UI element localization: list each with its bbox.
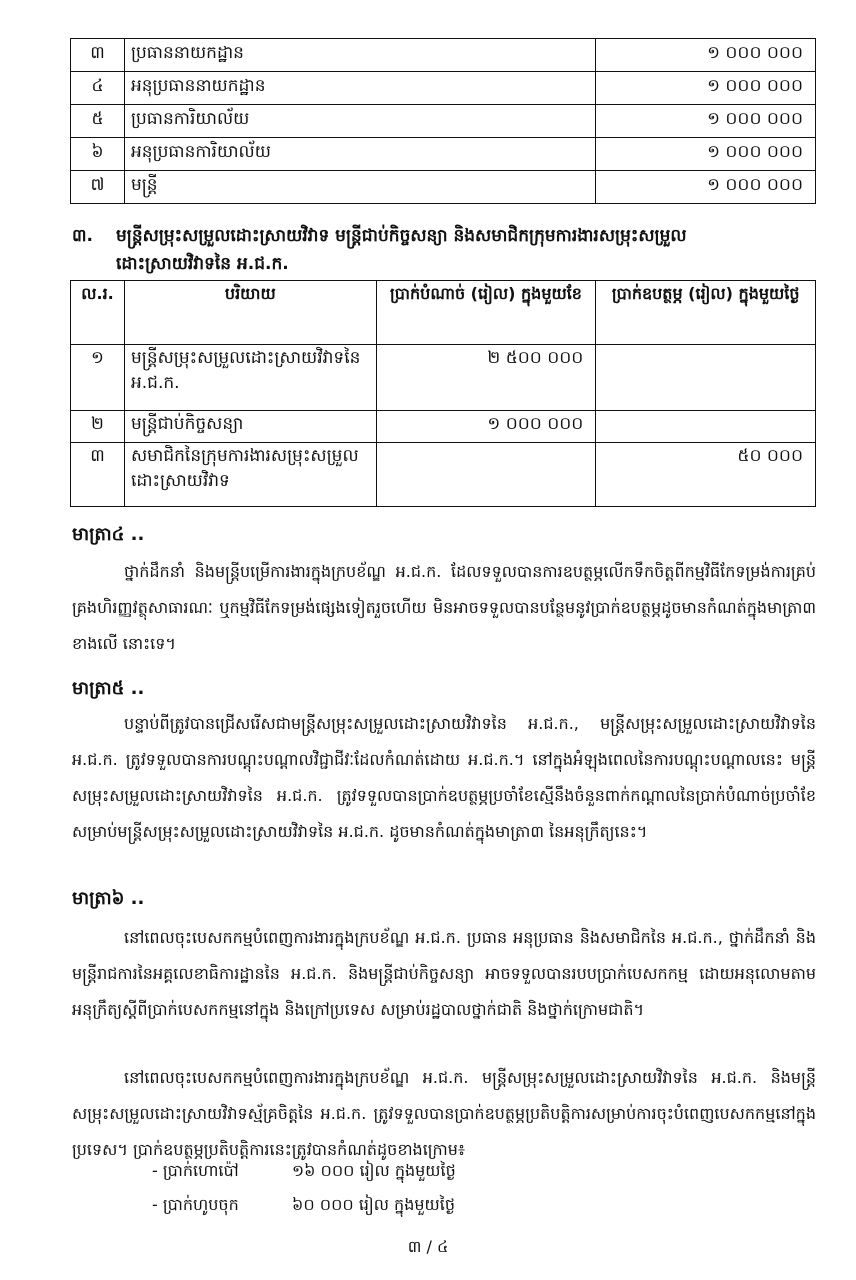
list-item <box>152 1160 456 1184</box>
article-6-paragraph-2: នៅពេលចុះបេសកកម្មបំពេញការងារក្នុងក្របខ័ណ្ឌ អ.ជ.ក. មន្ត្រីសម្រុះសម្រួលដោះស្រាយវិវាទនៃ អ.ជ.ក. និងមន្ត្រីសម្រុះសម្រួលដោះស្រាយវិវាទស្ម័គ្រចិត្តនៃ អ.ជ.ក. ត្រូវទទួលបានប្រាក់ឧបត្ថម្ភប្រតិបត្តិការសម្រាប់ការចុះបំពេញបេសកកម្មនៅក្នុងប្រទេស។ ប្រាក់ឧបត្ថម្ភប្រតិបត្តិការនេះត្រូវបានកំណត់ដូចខាងក្រោម៖ <box>72 1068 816 1159</box>
header-description: បរិយាយ <box>124 281 376 345</box>
section-title-line1: មន្ត្រីសម្រុះសម្រួលដោះស្រាយវិវាទ មន្ត្រីជាប់កិច្ចសន្យា និងសមាជិកក្រុមការងារសម្រុះសម្រួល <box>116 226 687 246</box>
list-item-label: - ប្រាក់ហោប៉ៅ <box>152 1161 239 1180</box>
table-row <box>71 138 816 171</box>
row-description: មន្ត្រីជាប់កិច្ចសន្យា <box>124 411 376 443</box>
row-description: ប្រធានការិយាល័យ <box>124 105 595 138</box>
article-5-title: មាត្រា៥ .. <box>72 678 145 699</box>
header-monthly: ប្រាក់បំណាច់ (រៀល) ក្នុងមួយខែ <box>376 281 596 345</box>
table-row <box>71 443 816 507</box>
row-amount: ១ ០០០ ០០០ <box>596 171 816 204</box>
list-item-value: ៦០ ០០០ រៀល ក្នុងមួយថ្ងៃ <box>292 1195 455 1214</box>
row-number: ៤ <box>71 72 125 105</box>
table-row <box>71 105 816 138</box>
row-description: សមាជិកនៃក្រុមការងារសម្រុះសម្រួលដោះស្រាយវិវាទ <box>124 443 376 507</box>
list-item-value: ១៦ ០០០ រៀល ក្នុងមួយថ្ងៃ <box>292 1161 456 1180</box>
row-amount: ១ ០០០ ០០០ <box>596 39 816 72</box>
row-daily: ៥០ ០០០ <box>596 443 816 507</box>
page-number: ៣ / ៤ <box>407 1237 449 1256</box>
section-number: ៣. <box>72 226 93 246</box>
list-item-label: - ប្រាក់ហូបចុក <box>152 1195 239 1214</box>
article-4-title: មាត្រា៤ .. <box>72 524 145 545</box>
row-number: ៣ <box>71 39 125 72</box>
table-row <box>71 39 816 72</box>
salary-table-continued <box>70 38 816 204</box>
table-row <box>71 411 816 443</box>
row-amount: ១ ០០០ ០០០ <box>596 72 816 105</box>
row-description: មន្ត្រីសម្រុះសម្រួលដោះស្រាយវិវាទនៃ អ.ជ.ក. <box>124 345 376 411</box>
article-5-paragraph: បន្ទាប់ពីត្រូវបានជ្រើសរើសជាមន្ត្រីសម្រុះសម្រួលដោះស្រាយវិវាទនៃ អ.ជ.ក., មន្ត្រីសម្រុះសម្រួលដោះស្រាយវិវាទនៃ អ.ជ.ក. ត្រូវទទួលបានការបណ្តុះបណ្តាលវិជ្ជាជីវៈដែលកំណត់ដោយ អ.ជ.ក.។ នៅក្នុងអំឡុងពេលនៃការបណ្តុះបណ្តាលនេះ មន្ត្រីសម្រុះសម្រួលដោះស្រាយវិវាទនៃ អ.ជ.ក. ត្រូវទទួលបានប្រាក់ឧបត្ថម្ភប្រចាំខែស្មើនឹងចំនួនពាក់កណ្តាលនៃប្រាក់បំណាច់ប្រចាំខែសម្រាប់មន្ត្រីសម្រុះសម្រួលដោះស្រាយវិវាទនៃ អ.ជ.ក. ដូចមានកំណត់ក្នុងមាត្រា៣ នៃអនុក្រឹត្យនេះ។ <box>72 714 816 841</box>
table-row <box>71 72 816 105</box>
table-row <box>71 345 816 411</box>
allowance-table <box>70 280 816 507</box>
row-number: ២ <box>71 411 125 443</box>
row-monthly: ២ ៥០០ ០០០ <box>376 345 596 411</box>
row-monthly <box>376 443 596 507</box>
row-number: ៥ <box>71 105 125 138</box>
row-number: ៣ <box>71 443 125 507</box>
row-monthly: ១ ០០០ ០០០ <box>376 411 596 443</box>
article-6-paragraph-1: នៅពេលចុះបេសកកម្មបំពេញការងារក្នុងក្របខ័ណ្ឌ អ.ជ.ក. ប្រធាន អនុប្រធាន និងសមាជិកនៃ អ.ជ.ក., ថ្នាក់ដឹកនាំ និងមន្ត្រីរាជការនៃអគ្គលេខាធិការដ្ឋាននៃ អ.ជ.ក. និងមន្ត្រីជាប់កិច្ចសន្យា អាចទទួលបានរបបប្រាក់បេសកកម្ម ដោយអនុលោមតាមអនុក្រឹត្យស្តីពីប្រាក់បេសកកម្មនៅក្នុង និងក្រៅប្រទេស សម្រាប់រដ្ឋបាលថ្នាក់ជាតិ និងថ្នាក់ក្រោមជាតិ។ <box>72 928 816 1019</box>
header-number: ល.រ. <box>71 281 125 345</box>
row-daily <box>596 411 816 443</box>
row-description: ប្រធាននាយកដ្ឋាន <box>124 39 595 72</box>
section-title-line2: ដោះស្រាយវិវាទនៃ អ.ជ.ក. <box>116 254 289 274</box>
article-6-title: មាត្រា៦ .. <box>72 888 145 909</box>
section-3-heading <box>72 222 832 278</box>
article-4-paragraph: ថ្នាក់ដឹកនាំ និងមន្ត្រីបម្រើការងារក្នុងក្របខ័ណ្ឌ អ.ជ.ក. ដែលទទួលបានការឧបត្ថម្ភលើកទឹកចិត្តពីកម្មវិធីកែទម្រង់ការគ្រប់គ្រងហិរញ្ញវត្ថុសាធារណៈ ឬកម្មវិធីកែទម្រង់ផ្សេងទៀតរួចហើយ មិនអាចទទួលបានបន្ថែមនូវប្រាក់ឧបត្ថម្ភដូចមានកំណត់ក្នុងមាត្រា៣ ខាងលើ នោះទេ។ <box>72 562 816 653</box>
row-amount: ១ ០០០ ០០០ <box>596 105 816 138</box>
row-number: ១ <box>71 345 125 411</box>
table-row <box>71 171 816 204</box>
row-description: អនុប្រធាននាយកដ្ឋាន <box>124 72 595 105</box>
row-daily <box>596 345 816 411</box>
list-item <box>152 1194 455 1218</box>
row-description: មន្ត្រី <box>124 171 595 204</box>
row-number: ៧ <box>71 171 125 204</box>
row-description: អនុប្រធានការិយាល័យ <box>124 138 595 171</box>
row-amount: ១ ០០០ ០០០ <box>596 138 816 171</box>
row-number: ៦ <box>71 138 125 171</box>
table-header-row <box>71 281 816 345</box>
header-daily: ប្រាក់ឧបត្ថម្ភ (រៀល) ក្នុងមួយថ្ងៃ <box>596 281 816 345</box>
